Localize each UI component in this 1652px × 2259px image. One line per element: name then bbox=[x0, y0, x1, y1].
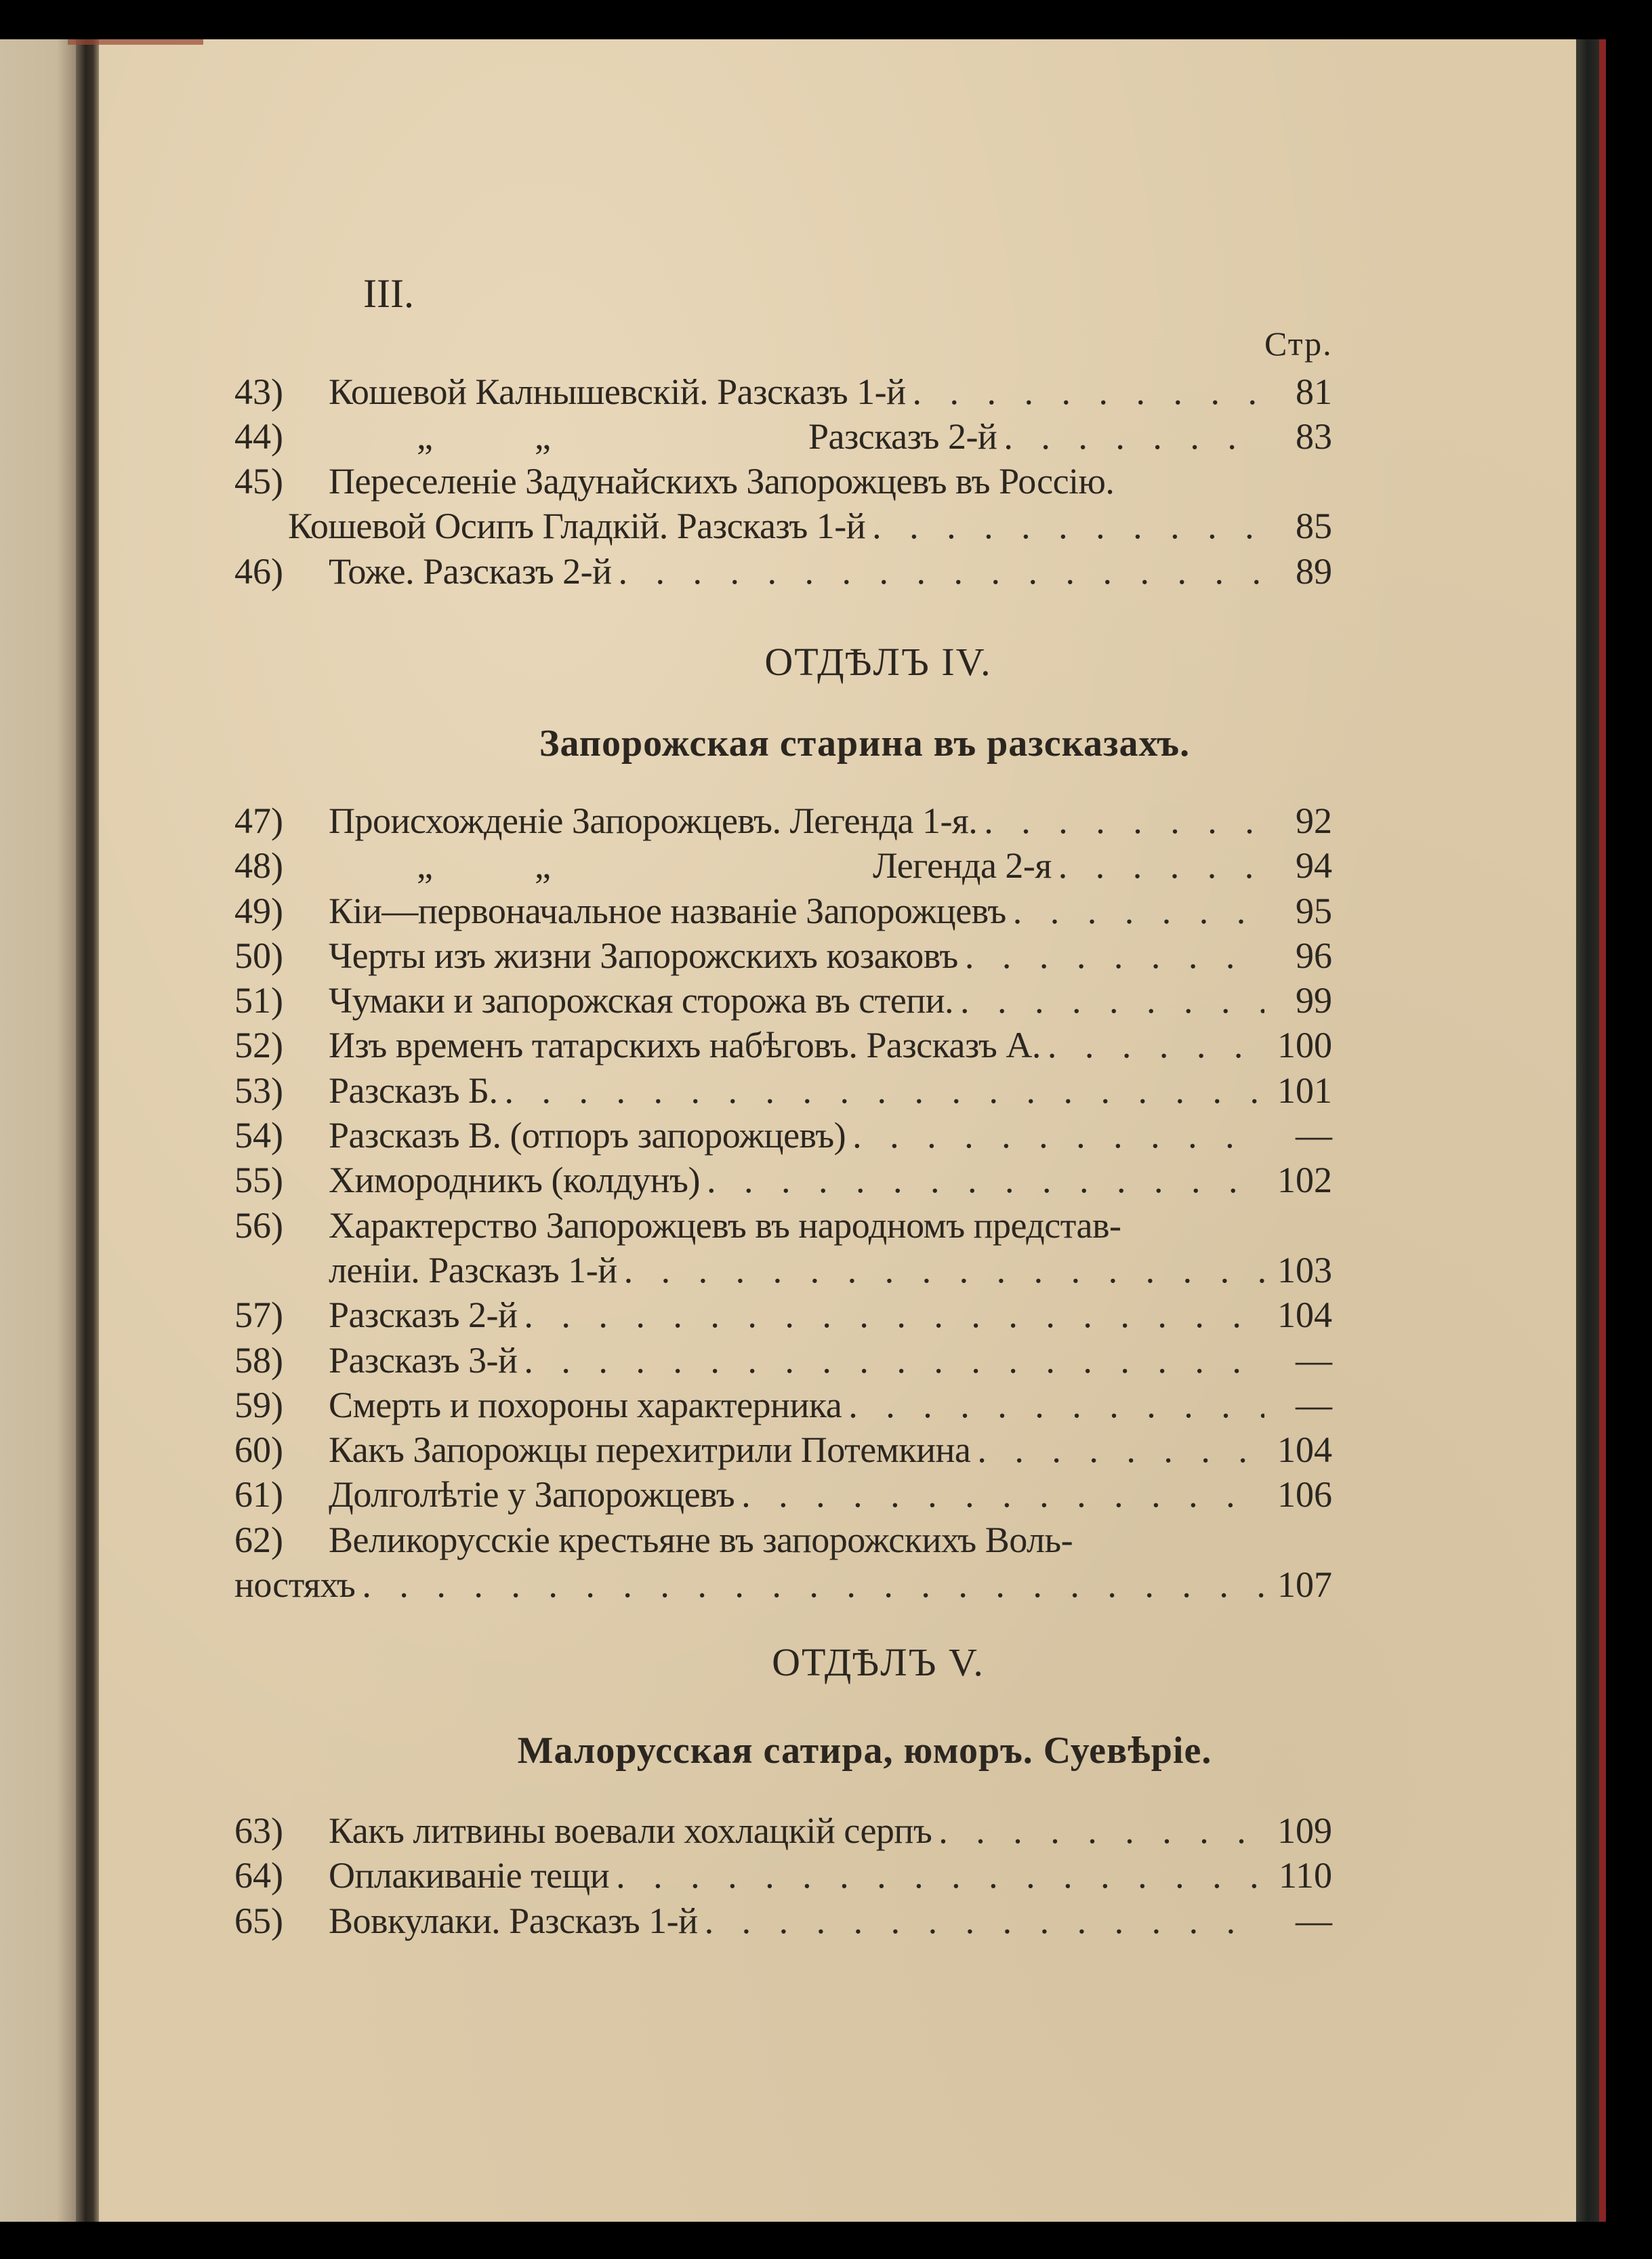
entry-number: 57) bbox=[234, 1295, 283, 1335]
ditto-mark: „ bbox=[417, 416, 433, 457]
entry-number: 50) bbox=[234, 935, 283, 976]
entry-title: Вовкулаки. Разсказъ 1-й bbox=[329, 1900, 698, 1941]
entry-page: 101 bbox=[1277, 1070, 1332, 1111]
entry-title: Изъ временъ татарскихъ набѣговъ. Разсказъ А. bbox=[329, 1025, 1041, 1065]
section-4-title: Запорожская старина въ разсказахъ. bbox=[539, 723, 1191, 765]
entry-number: 51) bbox=[234, 980, 283, 1021]
entry-page: — bbox=[1296, 1115, 1332, 1156]
section-4-label: ОТДѢЛЪ IV. bbox=[764, 640, 992, 684]
toc-entry bbox=[234, 1853, 1332, 1898]
entry-page: 85 bbox=[1296, 506, 1332, 546]
dot-leader bbox=[524, 1293, 1264, 1337]
toc-entry-43 bbox=[234, 369, 1332, 414]
entry-number: 55) bbox=[234, 1160, 283, 1200]
toc-entry-continuation bbox=[234, 1562, 1332, 1607]
dot-leader bbox=[872, 504, 1264, 548]
dot-leader bbox=[505, 1068, 1264, 1113]
entry-title: Разсказъ Б. bbox=[329, 1070, 498, 1111]
ditto-mark: „ bbox=[417, 845, 433, 886]
entry-title: Переселеніе Задунайскихъ Запорожцевъ въ Россію. bbox=[329, 461, 1115, 502]
entry-number: 63) bbox=[234, 1810, 283, 1851]
entry-number: 54) bbox=[234, 1115, 283, 1156]
entry-page: 92 bbox=[1296, 800, 1332, 841]
dot-leader bbox=[960, 978, 1264, 1023]
entry-page: — bbox=[1296, 1340, 1332, 1381]
entry-number: 46) bbox=[234, 551, 283, 592]
toc-entry bbox=[234, 1383, 1332, 1427]
entry-title: Кіи—первоначальное названіе Запорожцевъ bbox=[329, 891, 1006, 931]
toc-entry bbox=[234, 1113, 1332, 1158]
dot-leader bbox=[1004, 414, 1264, 459]
toc-entry-continuation bbox=[329, 1248, 1332, 1293]
entry-title: Химородникъ (колдунъ) bbox=[329, 1160, 700, 1200]
dot-leader bbox=[852, 1113, 1264, 1158]
dot-leader bbox=[624, 1248, 1264, 1293]
previous-page-edge bbox=[0, 39, 81, 2222]
toc-entry bbox=[234, 1293, 1332, 1337]
toc-entry-46 bbox=[234, 549, 1332, 594]
entry-page: 107 bbox=[1277, 1564, 1332, 1605]
entry-page: 102 bbox=[1277, 1160, 1332, 1200]
entry-page: 95 bbox=[1296, 891, 1332, 931]
section-5-label: ОТДѢЛЪ V. bbox=[772, 1640, 985, 1684]
dot-leader bbox=[1058, 843, 1264, 888]
entry-number: 65) bbox=[234, 1900, 283, 1941]
toc-entry bbox=[234, 1898, 1332, 1943]
toc-entry bbox=[234, 1068, 1332, 1113]
entry-page: 89 bbox=[1296, 551, 1332, 592]
dot-leader bbox=[362, 1562, 1264, 1607]
entry-number: 60) bbox=[234, 1429, 283, 1470]
entry-number: 44) bbox=[234, 416, 283, 457]
toc-entry bbox=[234, 843, 1332, 888]
entry-number: 43) bbox=[234, 371, 283, 412]
entry-page: — bbox=[1296, 1385, 1332, 1425]
toc-entry bbox=[234, 1472, 1332, 1517]
entry-title: Легенда 2-я bbox=[872, 845, 1052, 886]
dot-leader bbox=[524, 1338, 1264, 1383]
toc-entry bbox=[234, 889, 1332, 933]
entry-title: Разсказъ 2-й bbox=[808, 416, 997, 457]
toc-entry-45-continuation bbox=[288, 504, 1332, 548]
entry-title: Какъ Запорожцы перехитрили Потемкина bbox=[329, 1429, 971, 1470]
entry-page: 100 bbox=[1277, 1025, 1332, 1065]
entry-page: 103 bbox=[1277, 1250, 1332, 1290]
entry-page: — bbox=[1296, 1900, 1332, 1941]
entry-title: Происхожденіе Запорожцевъ. Легенда 1-я. bbox=[329, 800, 978, 841]
dot-leader bbox=[616, 1853, 1264, 1898]
entry-page: 104 bbox=[1277, 1295, 1332, 1335]
dot-leader bbox=[707, 1158, 1264, 1202]
entry-number: 56) bbox=[234, 1205, 283, 1246]
dot-leader bbox=[1013, 889, 1264, 933]
dot-leader bbox=[977, 1427, 1264, 1472]
entry-page: 110 bbox=[1279, 1855, 1332, 1896]
entry-title: Смерть и похороны характерника bbox=[329, 1385, 842, 1425]
entry-title: Кошевой Калнышевскій. Разсказъ 1-й bbox=[329, 371, 906, 412]
entry-number: 45) bbox=[234, 461, 283, 502]
entry-number: 47) bbox=[234, 800, 283, 841]
section-5-title: Малорусская сатира, юморъ. Суевѣріе. bbox=[517, 1730, 1212, 1772]
red-top-edge bbox=[68, 39, 203, 45]
dot-leader bbox=[705, 1898, 1264, 1943]
dot-leader bbox=[984, 798, 1264, 843]
red-cover-edge bbox=[1599, 39, 1606, 2222]
toc-entry-44 bbox=[234, 414, 1332, 459]
entry-page: 94 bbox=[1296, 845, 1332, 886]
entry-page: 81 bbox=[1296, 371, 1332, 412]
cover-edge bbox=[1576, 39, 1599, 2222]
entry-title: Тоже. Разсказъ 2-й bbox=[329, 551, 612, 592]
toc-entry bbox=[234, 1518, 1332, 1562]
toc-entry bbox=[234, 933, 1332, 978]
entry-title: Характерство Запорожцевъ въ народномъ представ- bbox=[329, 1205, 1121, 1246]
entry-title: Какъ литвины воевали хохлацкій серпъ bbox=[329, 1810, 932, 1851]
toc-entry bbox=[234, 1203, 1332, 1248]
dot-leader bbox=[938, 1808, 1264, 1853]
entry-title-continuation: леніи. Разсказъ 1-й bbox=[329, 1250, 617, 1290]
entry-number: 53) bbox=[234, 1070, 283, 1111]
page-column-header: Стр. bbox=[1264, 325, 1333, 363]
entry-page: 104 bbox=[1277, 1429, 1332, 1470]
ditto-mark: „ bbox=[534, 845, 551, 886]
toc-entry bbox=[234, 1338, 1332, 1383]
entry-title: Чумаки и запорожская сторожа въ степи. bbox=[329, 980, 954, 1021]
entry-title: Разсказъ В. (отпоръ запорожцевъ) bbox=[329, 1115, 846, 1156]
toc-entry bbox=[234, 1808, 1332, 1853]
dot-leader bbox=[965, 933, 1264, 978]
entry-title: Черты изъ жизни Запорожскихъ козаковъ bbox=[329, 935, 958, 976]
entry-number: 62) bbox=[234, 1520, 283, 1560]
dot-leader bbox=[848, 1383, 1264, 1427]
entry-title-continuation: Кошевой Осипъ Гладкій. Разсказъ 1-й bbox=[288, 506, 866, 546]
entry-page: 106 bbox=[1277, 1474, 1332, 1515]
entry-number: 59) bbox=[234, 1385, 283, 1425]
dot-leader bbox=[913, 369, 1264, 414]
toc-entry bbox=[234, 978, 1332, 1023]
toc-entry bbox=[234, 798, 1332, 843]
entry-page: 83 bbox=[1296, 416, 1332, 457]
entry-number: 48) bbox=[234, 845, 283, 886]
book-spine-shadow bbox=[76, 39, 100, 2222]
page-number: III. bbox=[363, 271, 414, 316]
entry-number: 64) bbox=[234, 1855, 283, 1896]
toc-entry bbox=[234, 1427, 1332, 1472]
entry-number: 49) bbox=[234, 891, 283, 931]
toc-entry bbox=[234, 1023, 1332, 1067]
ditto-mark: „ bbox=[534, 416, 551, 457]
entry-title-continuation: ностяхъ bbox=[234, 1564, 356, 1605]
dot-leader bbox=[1048, 1023, 1264, 1067]
entry-number: 58) bbox=[234, 1340, 283, 1381]
entry-title: Разсказъ 3-й bbox=[329, 1340, 518, 1381]
entry-title: Оплакиваніе тещи bbox=[329, 1855, 610, 1896]
entry-title: Великорусскіе крестьяне въ запорожскихъ Воль- bbox=[329, 1520, 1073, 1560]
entry-title: Долголѣтіе у Запорожцевъ bbox=[329, 1474, 735, 1515]
entry-title: Разсказъ 2-й bbox=[329, 1295, 518, 1335]
entry-page: 96 bbox=[1296, 935, 1332, 976]
toc-entry-45 bbox=[234, 459, 1332, 504]
entry-page: 109 bbox=[1277, 1810, 1332, 1851]
dot-leader bbox=[741, 1472, 1264, 1517]
dot-leader bbox=[619, 549, 1264, 594]
toc-entry bbox=[234, 1158, 1332, 1202]
entry-number: 61) bbox=[234, 1474, 283, 1515]
entry-number: 52) bbox=[234, 1025, 283, 1065]
entry-page: 99 bbox=[1296, 980, 1332, 1021]
